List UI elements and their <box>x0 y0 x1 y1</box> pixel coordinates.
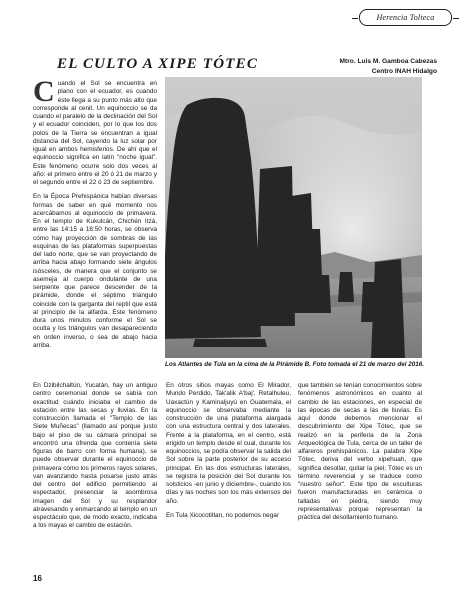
paragraph: En Dzibilchaltún, Yucatán, hay un antiguo centro ceremonial donde se sabía con exactitud cuándo iniciaba el cambio de estación entre las secas y lluvias. En la construcción llamada el "Templo de las Siete Muñecas" (llamado así porque justo bajo el piso de su cámara principal se encontró una ofrenda que contenía siete figuras de barro con forma humana), se puede observar durante el equinoccio de primavera cómo los primeros rayos solares, van avanzando hasta posarse justo atrás del centro del edificio permitiendo al espectador, presenciar la asombrosa imagen del Sol y su resplandor atravesando y enmarcando al templo en un espectáculo que, de modo exacto, indicaba a los mayas el cambio de estación. <box>33 382 157 530</box>
paragraph: Cuando el Sol se encuentra en plano con el ecuador, es cuando éste llega a su punto más alto que corresponde al cenit. Un equinoccio se da cuando el paralelo de la declinación del Sol y el ecuador coinciden, por lo que los dos polos de la Tierra se encuentran a igual distancia del Sol, cayendo la luz solar por igual en ambos hemisferios. De ahí que el equinoccio significa en latín "noche igual". Este fenómeno ocurre solo dos veces al año: el primero entre el 20 ó 21 de marzo y el segundo entre el 22 ó 23 de septiembre. <box>33 75 157 186</box>
column-1-top <box>33 75 157 356</box>
column-2 <box>166 382 291 526</box>
author-block <box>340 57 437 77</box>
paragraph: En Tula Xicocotitlan, no podemos negar <box>166 511 279 519</box>
paragraph: que también se tenían conocimientos sobre fenómenos astronómicos en cuanto al cambio de las estaciones, en especial de las épocas de secas a las de lluvias. Es aquí donde debemos mencionar el descubrimiento del Xipe Tótec, que se realizó en la periferia de la Zona Arqueológica de Tula, cerca de un taller de alfareros prehispánicos. La palabra Xipe Tótec, deriva del verbo xipehuah, que significa desollar, quitar la piel; Tótec es un término reverencial y se traduce como "nuestro señor". Este tipo de esculturas fueron manufacturadas en cerámica o talladas en piedra, siendo muy representativas porque representan la práctica del desollamiento humano. <box>298 382 422 521</box>
paragraph: En otros sitios mayas como El Mirador, Mundo Perdido, Tak'alik A'baj', Retalhuleu, Uaxactún y Kaminaljuyú en Guatemala, el equinoccio se observaba mediante la construcción de una plataforma alargada con una estructura central y dos laterales. Frente a la plataforma, en el centro, está erigido un templo desde el cual, durante los equinoccios, se podía observar la salida del Sol sobre la parte posterior de su acceso principal. En las dos estructuras laterales, se registra la posición del Sol durante los solsticios -en junio y diciembre-, cuando los días y las noches son los más extensos del año. <box>166 382 291 505</box>
drop-cap: C <box>33 75 55 108</box>
author-affiliation: Centro INAH Hidalgo <box>371 68 437 75</box>
paragraph: En la Época Prehispánica habían diversas formas de saber en qué momento nos acercábamos al equinoccio de primavera. En el templo de Kukulcán, Chichén Itzá, entre las 14:15 a 16:50 horas, se observa cómo hay proyección de sombras de las esquinas de las plataformas superpuestas del lado norte, que se van proyectando de arriba hacia abajo formando siete ángulos isósceles, de manera que el conjunto se asemeja al cuerpo ondulante de una serpiente que parece descender de la pirámide, donde el séptimo triángulo coincide con la garganta del reptil que está al principio de la alfarda. Este fenómeno dura unos minutos conforme el Sol se oculta y los triángulos van desapareciendo en orden inverso, o sea de abajo hacia arriba. <box>33 193 157 349</box>
photo-caption: Los Atlantes de Tula en la cima de la Pirámide B. Foto tomada el 21 de marzo del 2016. <box>165 361 424 368</box>
atlantes-photo <box>165 77 422 358</box>
article-title: EL CULTO A XIPE TÓTEC <box>57 56 259 72</box>
author-name: Mtro. Luis M. Gamboa Cabezas <box>339 58 437 65</box>
column-3 <box>298 382 422 528</box>
atlantes-photo-image <box>165 77 422 358</box>
section-badge: Herencia Tolteca <box>359 9 452 26</box>
column-1-bottom <box>33 382 157 537</box>
page-number: 16 <box>33 574 42 583</box>
